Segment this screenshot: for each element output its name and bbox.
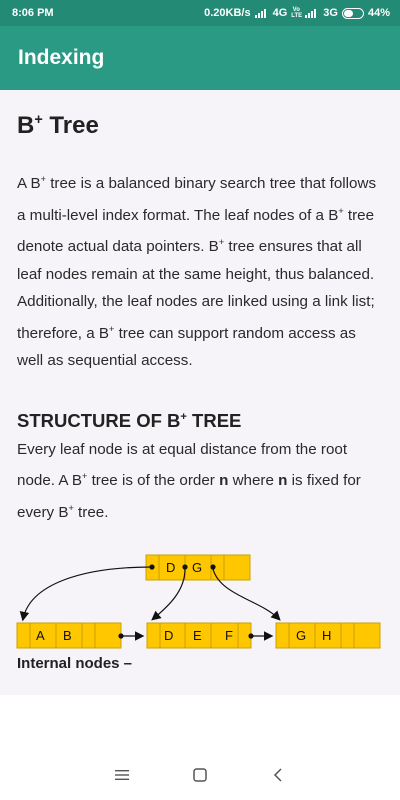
- menu-icon[interactable]: [114, 767, 130, 783]
- leaf-node-3: [276, 623, 380, 648]
- leaf-1-key-1: A: [36, 628, 45, 643]
- battery-icon: [342, 8, 364, 19]
- signal-icon: [255, 9, 269, 18]
- signal-icon-2: [305, 9, 319, 18]
- square-icon[interactable]: [192, 767, 208, 783]
- internal-nodes-heading: Internal nodes –: [17, 655, 133, 672]
- article-content[interactable]: [0, 90, 400, 695]
- system-nav-bar: [0, 750, 400, 800]
- root-node: [146, 555, 250, 580]
- status-time: 8:06 PM: [12, 7, 54, 19]
- status-bar: [0, 0, 400, 26]
- root-key-2: G: [192, 560, 203, 575]
- leaf-3-key-2: H: [322, 628, 332, 643]
- app-bar: [0, 26, 400, 90]
- pointer-root-to-leaf-1: [23, 567, 152, 619]
- leaf-2-key-2: E: [193, 628, 202, 643]
- leaf-2-key-1: D: [164, 628, 174, 643]
- section-title: STRUCTURE OF B+ TREE: [17, 409, 242, 431]
- leaf-node-1: [17, 623, 121, 648]
- blank-area: [0, 695, 400, 750]
- network-type-2: 3G: [323, 7, 338, 19]
- page-title: B+ Tree: [17, 112, 99, 139]
- leaf-3-key-1: G: [296, 628, 307, 643]
- volte-icon: Vo LTE: [291, 7, 303, 19]
- network-type-1: 4G: [272, 7, 288, 19]
- structure-paragraph: Every leaf node is at equal distance from the root node. A B+ tree is of the order n where n is fixed for every B+ tree.: [17, 440, 361, 522]
- status-icons: [204, 7, 390, 19]
- intro-paragraph: A B+ tree is a balanced binary search tree that follows a multi-level index format. The leaf nodes of a B+ tree denote actual data pointers. B+ tree ensures that all leaf nodes remain at the same height, thus balanced. Additionally, the leaf nodes are linked using a link list; therefore, a B+ tree can support random access as well as sequential access.: [17, 174, 377, 370]
- leaf-2-key-3: F: [225, 628, 233, 643]
- battery-percent: 44%: [367, 7, 390, 19]
- network-speed: 0.20KB/s: [204, 7, 251, 19]
- back-arrow-icon[interactable]: [270, 767, 286, 783]
- leaf-node-2: [147, 623, 251, 648]
- app-title: Indexing: [18, 46, 105, 69]
- leaf-1-key-2: B: [63, 628, 72, 643]
- root-key-1: D: [166, 560, 176, 575]
